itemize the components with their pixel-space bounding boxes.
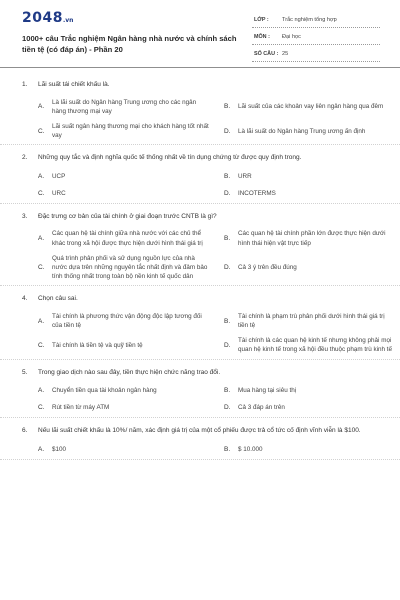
answer-option-a[interactable] <box>38 383 210 400</box>
answer-option-d[interactable] <box>224 334 396 358</box>
question-item <box>0 72 400 145</box>
question-text: Những quy tắc và định nghĩa quốc tế thống nhất về tín dụng chứng từ được quy định trong. <box>38 154 302 162</box>
option-letter: C. <box>38 127 45 135</box>
question-number: 6. <box>22 427 28 435</box>
answer-option-c[interactable] <box>38 334 210 358</box>
question-prompt <box>22 426 378 436</box>
answer-options <box>38 227 386 285</box>
meta-row-question-count <box>252 48 380 62</box>
option-letter: B. <box>224 445 231 453</box>
option-letter: C. <box>38 404 45 412</box>
question-item <box>0 286 400 359</box>
answer-option-b[interactable] <box>224 169 396 186</box>
option-letter: D. <box>224 404 231 412</box>
answer-option-b[interactable] <box>224 442 396 459</box>
option-text: UCP <box>52 172 66 180</box>
meta-value: Đại học <box>282 34 301 40</box>
option-text: Các quan hệ tài chính giữa nhà nước với các chủ thể khác trong xã hội được thực hiện dưới hình thái giá trị <box>52 230 203 247</box>
option-letter: C. <box>38 341 45 349</box>
answer-option-a[interactable] <box>38 227 210 251</box>
option-letter: A. <box>38 445 45 453</box>
option-letter: A. <box>38 387 45 395</box>
answer-option-a[interactable] <box>38 96 210 120</box>
option-text: Rút tiền từ máy ATM <box>52 404 110 412</box>
question-item <box>0 418 400 460</box>
question-prompt <box>22 294 378 304</box>
option-text: $ 10.000 <box>238 445 263 453</box>
meta-value: 25 <box>282 51 289 57</box>
answer-option-c[interactable] <box>38 186 210 203</box>
question-item <box>0 204 400 287</box>
option-letter: D. <box>224 264 231 272</box>
question-text: Đặc trưng cơ bản của tài chính ở giai đoạn trước CNTB là gì? <box>38 212 217 220</box>
answer-option-c[interactable] <box>38 400 210 417</box>
meta-panel <box>252 14 380 65</box>
logo-main: 2048 <box>22 10 63 26</box>
option-letter: C. <box>38 189 45 197</box>
option-letter: B. <box>224 387 231 395</box>
option-text: INCOTERMS <box>238 189 276 197</box>
option-text: Chuyển tiền qua tài khoản ngân hàng <box>52 387 157 395</box>
answer-option-a[interactable] <box>38 169 210 186</box>
answer-options <box>38 383 378 417</box>
option-text: URR <box>238 172 252 180</box>
option-text: Là lãi suất do Ngân hàng Trung ương cho các ngân hàng thương mại vay <box>52 98 197 115</box>
question-number: 4. <box>22 295 28 303</box>
option-letter: D. <box>224 341 231 349</box>
option-letter: A. <box>38 235 45 243</box>
question-text: Chọn câu sai. <box>38 295 78 303</box>
question-text: Trong giao dịch nào sau đây, tiền thực hiện chức năng trao đổi. <box>38 368 221 376</box>
question-number: 2. <box>22 154 28 162</box>
answer-option-d[interactable] <box>224 400 396 417</box>
header-divider <box>0 67 400 68</box>
logo-suffix: .vn <box>62 17 74 24</box>
option-letter: A. <box>38 103 45 111</box>
question-text: Lãi suất tái chiết khấu là. <box>38 81 110 88</box>
option-text: Cả 3 ý trên đều đúng <box>238 263 297 271</box>
option-letter: B. <box>224 172 231 180</box>
question-prompt <box>22 212 378 222</box>
document-title: 1000+ câu Trắc nghiệm Ngân hàng nhà nước và chính sách tiền tệ (có đáp án) - Phần 20 <box>22 34 237 54</box>
option-letter: B. <box>224 317 231 325</box>
answer-option-c[interactable] <box>38 120 210 144</box>
option-letter: B. <box>224 235 231 243</box>
option-text: Tài chính là phạm trù phân phối dưới hình thái giá trị tiền tệ <box>238 312 385 330</box>
option-letter: A. <box>38 172 45 180</box>
question-number: 1. <box>22 81 28 88</box>
answer-option-b[interactable] <box>224 310 396 334</box>
answer-option-b[interactable] <box>224 227 396 251</box>
answer-option-d[interactable] <box>224 252 396 286</box>
option-letter: D. <box>224 127 231 135</box>
question-item <box>0 360 400 419</box>
meta-row-subject <box>252 31 380 45</box>
option-text: Tài chính là các quan hệ kinh tế nhưng không phải mọi quan hệ kinh tế trong xã hội đều thuộc phạm trù kinh tế <box>238 337 393 354</box>
option-text: Lãi suất của các khoản vay liên ngân hàng qua đêm <box>238 103 384 111</box>
answer-options <box>38 310 393 359</box>
meta-label: MÔN : <box>254 34 270 40</box>
option-text: Mua hàng tại siêu thị <box>238 387 297 395</box>
option-text: Tài chính là phương thức vận động độc lập tương đối của tiền tệ <box>52 312 202 330</box>
answer-option-c[interactable] <box>38 252 210 286</box>
answer-option-b[interactable] <box>224 96 396 120</box>
option-text: Quá trình phân phối và sử dụng nguồn lực của nhà nước dựa trên những nguyên tắc nhất định và đảm bảo tính thống nhất trong toàn bộ nền kinh tế quốc dân <box>52 254 208 281</box>
option-text: Tài chính là tiền tệ và quỹ tiền tệ <box>52 341 143 349</box>
answer-option-d[interactable] <box>224 120 396 144</box>
option-letter: B. <box>224 103 231 111</box>
option-letter: D. <box>224 189 231 197</box>
question-list <box>0 72 400 460</box>
question-prompt <box>22 80 378 90</box>
meta-label: SỐ CÂU : <box>254 51 279 57</box>
answer-option-b[interactable] <box>224 383 396 400</box>
question-prompt <box>22 153 378 163</box>
option-text: $100 <box>52 445 67 453</box>
answer-option-a[interactable] <box>38 442 210 459</box>
answer-option-d[interactable] <box>224 186 396 203</box>
answer-options <box>38 96 384 145</box>
question-number: 5. <box>22 368 28 376</box>
question-number: 3. <box>22 212 28 220</box>
question-text: Nếu lãi suất chiết khấu là 10%/ năm, xác định giá trị của một cổ phiếu được trả cổ tức cố định vĩnh viễn là $100. <box>38 427 361 435</box>
option-text: Lãi suất ngân hàng thương mại cho khách hàng tốt nhất vay <box>52 122 209 140</box>
option-text: Các quan hệ tài chính phần lớn được thực hiện dưới hình thái hiện vật trực tiếp <box>238 230 386 247</box>
question-item <box>0 145 400 204</box>
meta-value: Trắc nghiệm tổng hợp <box>282 17 337 23</box>
option-text: URC <box>52 189 66 197</box>
option-letter: A. <box>38 317 45 325</box>
option-letter: C. <box>38 264 45 272</box>
option-text: Cả 3 đáp án trên <box>238 404 285 412</box>
answer-option-a[interactable] <box>38 310 210 334</box>
question-prompt <box>22 368 378 378</box>
meta-row-class <box>252 14 380 28</box>
answer-options <box>38 442 378 459</box>
worksheet-header <box>0 0 400 64</box>
option-text: Là lãi suất do Ngân hàng Trung ương ấn định <box>238 127 366 135</box>
answer-options <box>38 169 378 203</box>
meta-label: LỚP : <box>254 17 269 23</box>
